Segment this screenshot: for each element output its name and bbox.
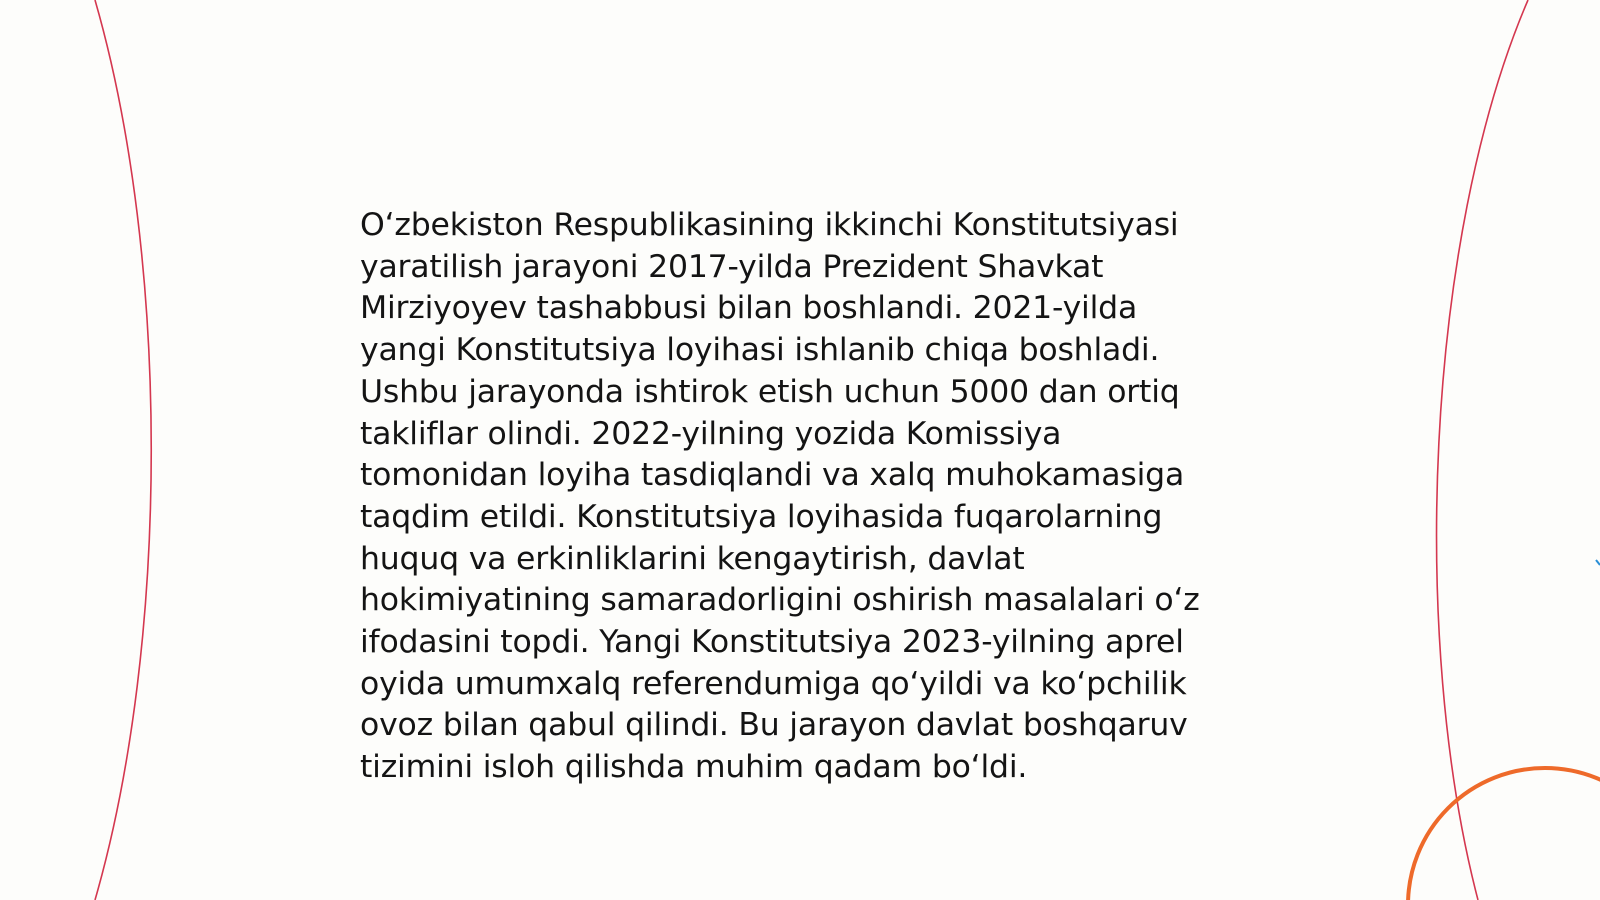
paragraph-line: ovoz bilan qabul qilindi. Bu jarayon davlat boshqaruv <box>360 707 1188 744</box>
orange-circle-outline <box>1408 768 1600 900</box>
paragraph-line: takliflar olindi. 2022-yilning yozida Komissiya <box>360 415 1062 452</box>
paragraph-line: Mirziyoyev tashabbusi bilan boshlandi. 2021-yilda <box>360 290 1138 327</box>
paragraph-line: yaratilish jarayoni 2017-yilda Prezident Shavkat <box>360 248 1104 285</box>
paragraph-line: huquq va erkinliklarini kengaytirish, davlat <box>360 540 1025 577</box>
body-paragraph <box>360 205 1240 789</box>
paragraph-line: tizimini isloh qilishda muhim qadam bo‘ldi. <box>360 749 1028 786</box>
paragraph-line: tomonidan loyiha tasdiqlandi va xalq muhokamasiga <box>360 457 1185 494</box>
paragraph-line: Ushbu jarayonda ishtirok etish uchun 5000 dan ortiq <box>360 373 1180 410</box>
blue-accent-mark <box>1596 560 1600 565</box>
paragraph-line: oyida umumxalq referendumiga qo‘yildi va ko‘pchilik <box>360 665 1187 702</box>
paragraph-line: taqdim etildi. Konstitutsiya loyihasida fuqarolarning <box>360 498 1163 535</box>
left-arc-line <box>95 0 151 900</box>
paragraph-line: ifodasini topdi. Yangi Konstitutsiya 2023-yilning aprel <box>360 624 1184 661</box>
paragraph-line: hokimiyatining samaradorligini oshirish masalalari o‘z <box>360 582 1200 619</box>
right-arc-line <box>1437 0 1528 900</box>
paragraph-line: O‘zbekiston Respublikasining ikkinchi Konstitutsiyasi <box>360 207 1179 243</box>
paragraph-line: yangi Konstitutsiya loyihasi ishlanib chiqa boshladi. <box>360 332 1160 369</box>
